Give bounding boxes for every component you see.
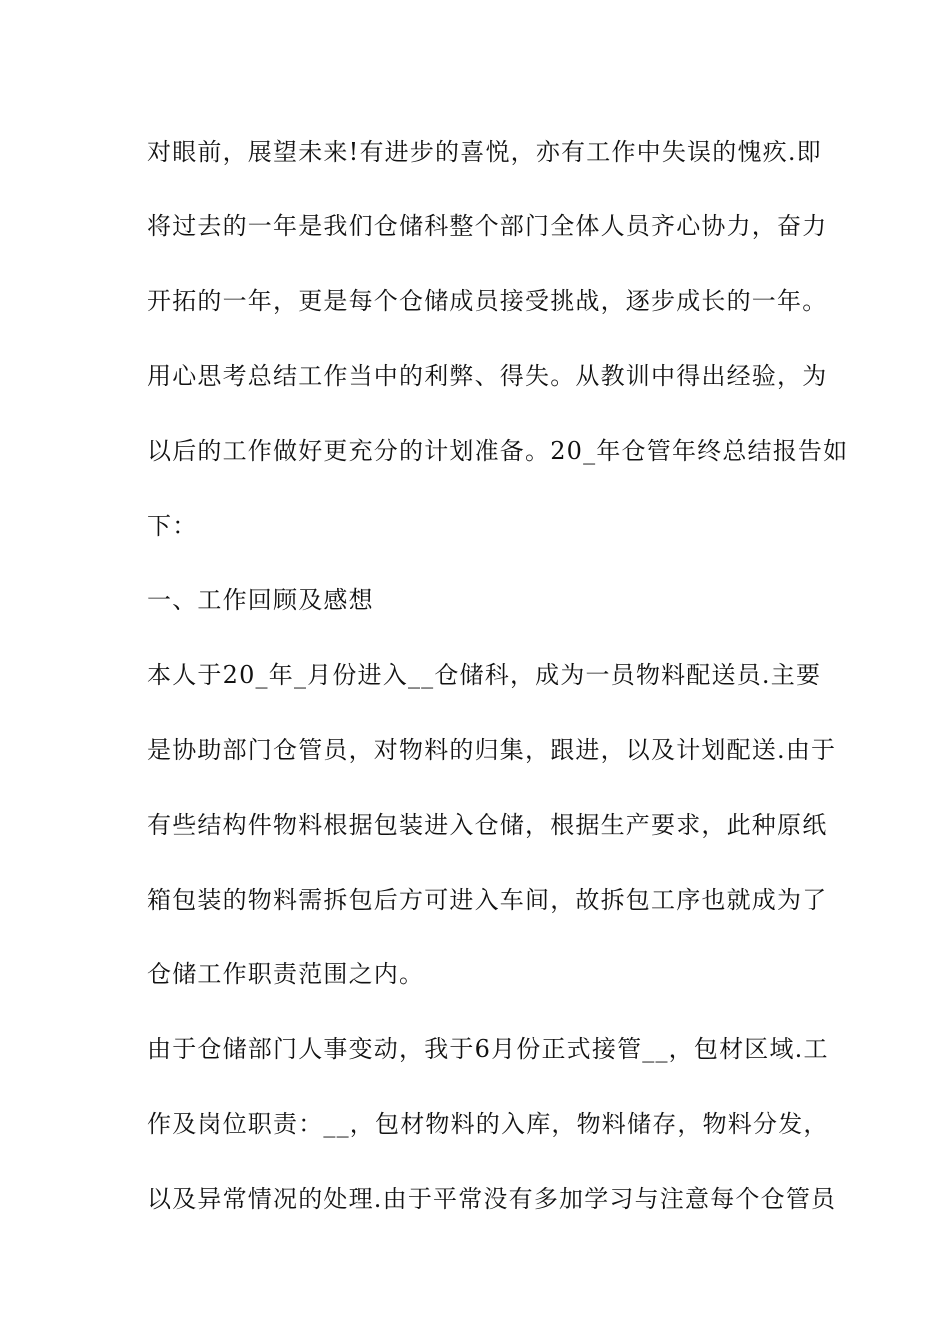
paragraph-line: 下： [147,512,198,540]
paragraph-line: 用心思考总结工作当中的利弊、得失。从教训中得出经验，为 [147,362,828,390]
paragraph-line: 开拓的一年，更是每个仓储成员接受挑战，逐步成长的一年。 [147,287,828,315]
paragraph-line: 由于仓储部门人事变动，我于6月份正式接管__，包材区域.工 [147,1035,829,1063]
paragraph-line: 有些结构件物料根据包装进入仓储，根据生产要求，此种原纸 [147,811,828,839]
section-heading: 一、工作回顾及感想 [147,586,374,614]
paragraph-line: 以及异常情况的处理.由于平常没有多加学习与注意每个仓管员 [147,1185,837,1213]
paragraph-line: 作及岗位职责：__，包材物料的入库，物料储存，物料分发， [147,1110,829,1138]
paragraph-line: 本人于20_年_月份进入__仓储科，成为一员物料配送员.主要 [147,661,822,689]
paragraph-line: 是协助部门仓管员，对物料的归集，跟进，以及计划配送.由于 [147,736,837,764]
paragraph-line: 仓储工作职责范围之内。 [147,960,425,988]
paragraph-line: 对眼前，展望未来!有进步的喜悦，亦有工作中失误的愧疚.即 [147,138,822,166]
paragraph-line: 将过去的一年是我们仓储科整个部门全体人员齐心协力，奋力 [147,212,828,240]
paragraph-line: 箱包装的物料需拆包后方可进入车间，故拆包工序也就成为了 [147,886,828,914]
paragraph-line: 以后的工作做好更充分的计划准备。20_年仓管年终总结报告如 [147,437,849,465]
